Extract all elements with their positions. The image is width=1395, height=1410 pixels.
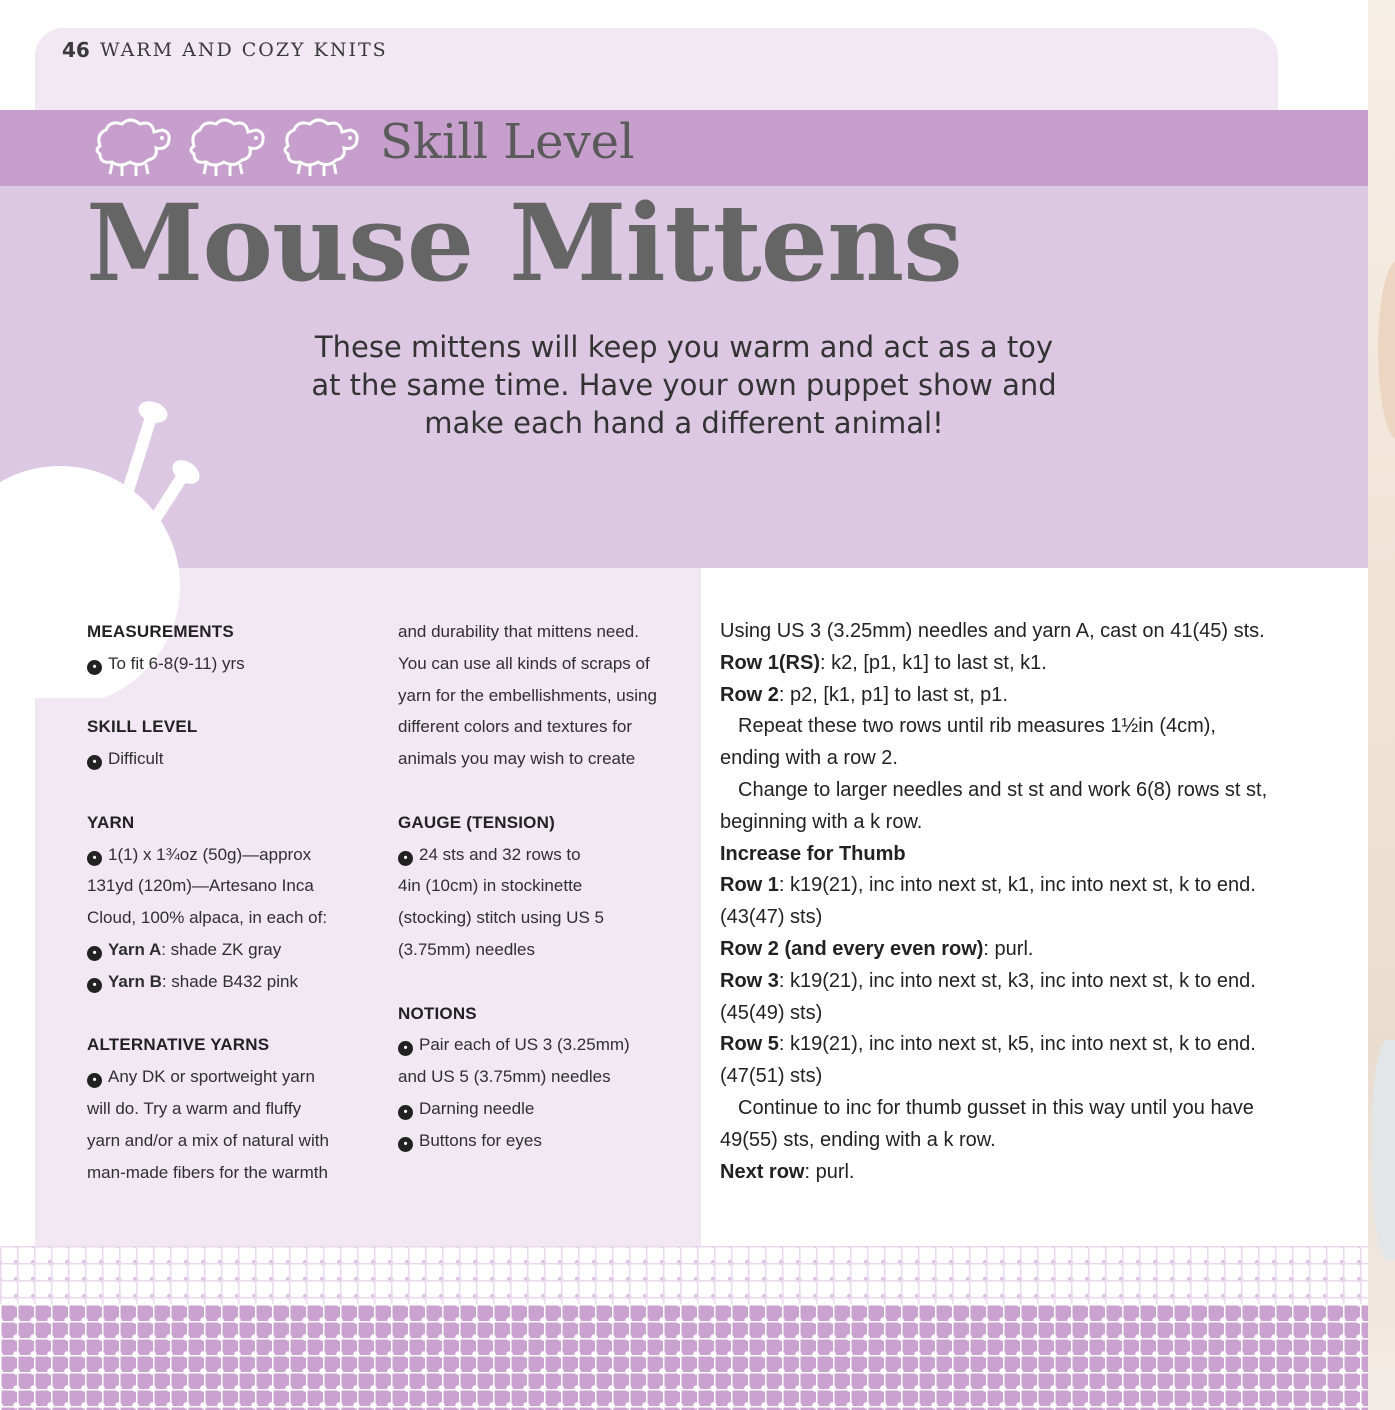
bullet-icon: •: [398, 1105, 413, 1120]
row-label: Row 2 (and every even row): [720, 937, 984, 960]
row-label: Next row: [720, 1160, 805, 1183]
yarn-text: 131yd (120m)—Artesano Inca: [87, 876, 314, 896]
yarn-a-label: Yarn A: [108, 939, 162, 959]
decorative-pattern-dark: [0, 1304, 1368, 1410]
list-item: [398, 1093, 688, 1125]
materials-column-2: [398, 616, 688, 1157]
yarn-text: Cloud, 100% alpaca, in each of:: [87, 908, 328, 928]
row-label: Row 1: [720, 874, 779, 897]
row-label: Row 2: [720, 683, 779, 706]
list-item: [87, 839, 377, 871]
gauge-text: (3.75mm) needles: [398, 939, 536, 959]
gauge-text: 24 sts and 32 rows to: [419, 844, 581, 864]
bullet-icon: •: [87, 946, 102, 961]
instruction-line: Change to larger needles and st st and work 6(8) rows st st,: [738, 778, 1268, 801]
list-item: [87, 934, 377, 966]
instruction-line: Continue to inc for thumb gusset in this way until you have: [738, 1096, 1254, 1119]
row-text: : p2, [k1, p1] to last st, p1.: [778, 683, 1008, 706]
instructions-column: [720, 616, 1320, 1188]
instruction-line: [720, 648, 1320, 680]
intro-line: These mittens will keep you warm and act as a toy: [314, 330, 1054, 364]
measurements-heading: MEASUREMENTS: [87, 622, 234, 641]
bullet-icon: •: [398, 1137, 413, 1152]
alt-yarn-text: You can use all kinds of scraps of: [398, 653, 650, 673]
bullet-icon: •: [398, 851, 413, 866]
gauge-text: 4in (10cm) in stockinette: [398, 876, 583, 896]
list-item: [398, 1125, 688, 1157]
thumb-heading: Increase for Thumb: [720, 842, 906, 865]
page-number: 46: [62, 38, 90, 62]
notions-text: Darning needle: [419, 1098, 535, 1118]
page-title: Mouse Mittens: [86, 180, 962, 305]
row-text: : k19(21), inc into next st, k1, inc into next st, k to end.: [778, 874, 1256, 897]
yarn-b-label: Yarn B: [108, 971, 162, 991]
instruction-line: [720, 1029, 1320, 1061]
instruction-line: Repeat these two rows until rib measures 1½in (4cm),: [738, 715, 1216, 738]
row-text: : k19(21), inc into next st, k5, inc into next st, k to end.: [778, 1033, 1256, 1056]
yarn-a-text: : shade ZK gray: [161, 939, 282, 959]
row-text: : k2, [p1, k1] to last st, k1.: [820, 651, 1047, 674]
notions-text: Pair each of US 3 (3.25mm): [419, 1035, 630, 1055]
sheep-icon: [186, 116, 268, 180]
row-text: : purl.: [983, 937, 1034, 960]
row-text: : purl.: [804, 1160, 855, 1183]
sheep-icon: [92, 116, 174, 180]
alt-yarn-text: and durability that mittens need.: [398, 622, 639, 641]
notions-heading: NOTIONS: [398, 1003, 477, 1023]
instruction-line: [720, 966, 1320, 998]
list-item: [87, 648, 377, 680]
section-title: WARM AND COZY KNITS: [100, 39, 388, 61]
instruction-line: [720, 934, 1320, 966]
notions-text: and US 5 (3.75mm) needles: [398, 1067, 611, 1087]
alt-yarn-text: man-made fibers for the warmth: [87, 1162, 328, 1182]
notions-text: Buttons for eyes: [419, 1130, 542, 1150]
yarn-text: 1(1) x 1¾oz (50g)—approx: [108, 844, 312, 864]
instruction-line: ending with a row 2.: [720, 747, 898, 770]
list-item: [87, 743, 377, 775]
alt-yarn-text: yarn and/or a mix of natural with: [87, 1130, 329, 1150]
yarn-heading: YARN: [87, 812, 135, 832]
instruction-line: [720, 1157, 1320, 1189]
list-item: [398, 1029, 688, 1061]
intro-text: [300, 328, 1068, 442]
list-item: [87, 966, 377, 998]
measurements-value: To fit 6-8(9-11) yrs: [108, 653, 245, 673]
list-item: [87, 1061, 377, 1093]
yarn-b-text: : shade B432 pink: [161, 971, 298, 991]
skill-level-label: Skill Level: [380, 114, 635, 170]
row-label: Row 5: [720, 1033, 779, 1056]
photo-detail: [1372, 1040, 1395, 1260]
alt-yarn-text: will do. Try a warm and fluffy: [87, 1098, 302, 1118]
skill-level-value: Difficult: [108, 749, 164, 769]
instruction-line: (45(49) sts): [720, 1001, 823, 1024]
list-item: [398, 839, 688, 871]
bullet-icon: •: [87, 1073, 102, 1088]
alt-yarn-text: animals you may wish to create: [398, 749, 636, 769]
bullet-icon: •: [87, 755, 102, 770]
skill-level-heading: SKILL LEVEL: [87, 717, 198, 737]
row-label: Row 1(RS): [720, 651, 820, 674]
intro-line: make each hand a different animal!: [424, 406, 944, 440]
bullet-icon: •: [87, 851, 102, 866]
instruction-line: [720, 680, 1320, 712]
gauge-heading: GAUGE (TENSION): [398, 812, 555, 832]
bullet-icon: •: [87, 978, 102, 993]
gauge-text: (stocking) stitch using US 5: [398, 908, 604, 928]
decorative-pattern-light: [0, 1246, 1368, 1304]
sheep-icon: [280, 116, 362, 180]
instruction-line: [720, 870, 1320, 902]
alt-yarn-text: yarn for the embellishments, using: [398, 685, 657, 705]
row-label: Row 3: [720, 969, 779, 992]
bullet-icon: •: [398, 1041, 413, 1056]
instruction-line: (43(47) sts): [720, 906, 823, 929]
alternative-yarns-heading: ALTERNATIVE YARNS: [87, 1035, 270, 1055]
alt-yarn-text: Any DK or sportweight yarn: [108, 1067, 315, 1087]
alt-yarn-text: different colors and textures for: [398, 717, 633, 737]
instruction-line: Using US 3 (3.25mm) needles and yarn A, cast on 41(45) sts.: [720, 620, 1265, 642]
row-text: : k19(21), inc into next st, k3, inc into next st, k to end.: [778, 969, 1256, 992]
intro-line: at the same time. Have your own puppet show and: [311, 368, 1057, 402]
materials-column-1: [87, 616, 377, 1188]
instruction-line: (47(51) sts): [720, 1065, 823, 1088]
instruction-line: 49(55) sts, ending with a k row.: [720, 1128, 996, 1151]
instruction-line: beginning with a k row.: [720, 810, 923, 833]
bullet-icon: •: [87, 660, 102, 675]
